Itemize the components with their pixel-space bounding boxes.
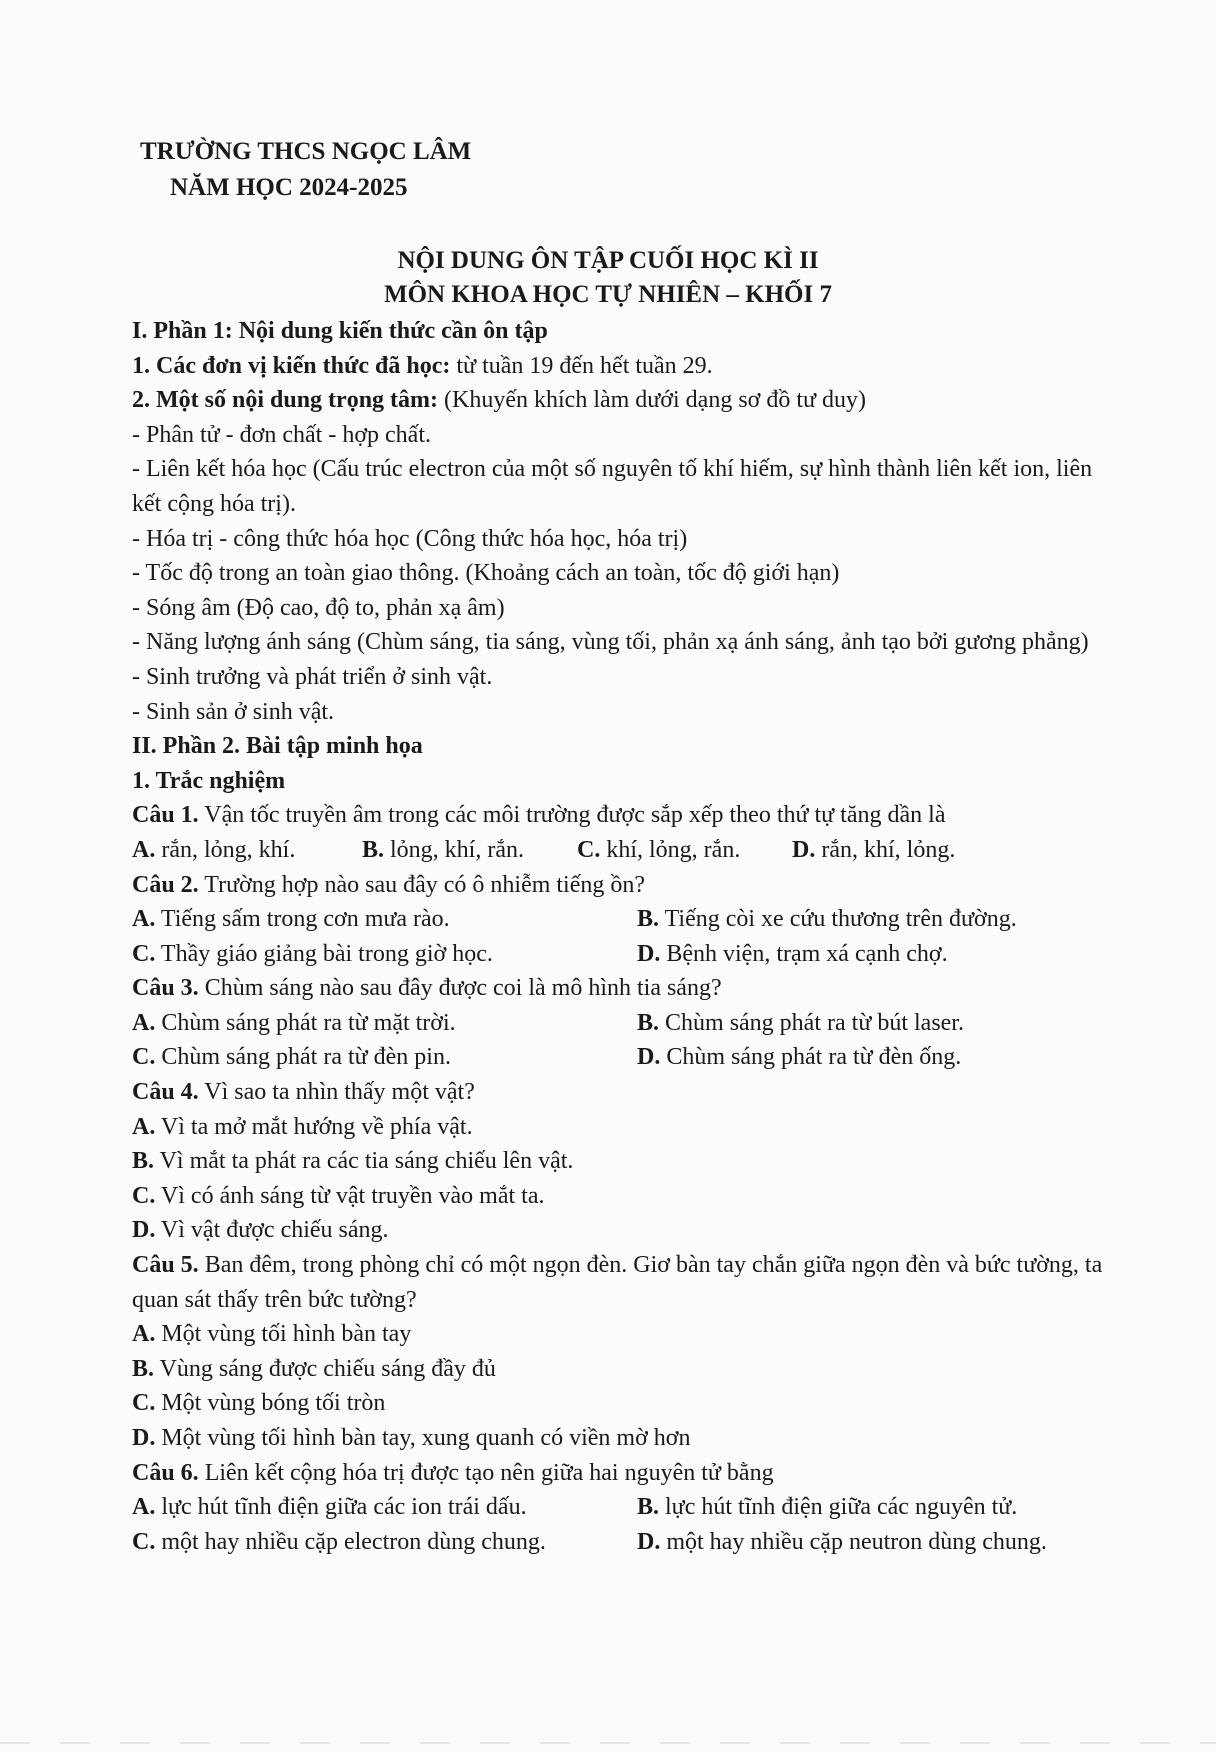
topic-item: - Năng lượng ánh sáng (Chùm sáng, tia sáng, vùng tối, phản xạ ánh sáng, ảnh tạo bởi gương phẳng) — [132, 629, 1089, 656]
option-d: D. Bệnh viện, trạm xá cạnh chợ. — [637, 940, 948, 967]
option-c: C. khí, lỏng, rắn. — [577, 836, 741, 863]
doc-subtitle: MÔN KHOA HỌC TỰ NHIÊN – KHỐI 7 — [384, 281, 832, 308]
question-5: Câu 5. Ban đêm, trong phòng chỉ có một ngọn đèn. Giơ bàn tay chắn giữa ngọn đèn và bức tường, ta quan sát thấy trên bức tường? — [132, 1252, 1103, 1313]
option-c: C. Chùm sáng phát ra từ đèn pin. — [132, 1044, 451, 1071]
topic-item: - Tốc độ trong an toàn giao thông. (Khoảng cách an toàn, tốc độ giới hạn) — [132, 560, 840, 587]
option-c: C. Thầy giáo giảng bài trong giờ học. — [132, 940, 493, 967]
part1-heading: I. Phần 1: Nội dung kiến thức cần ôn tập — [132, 318, 548, 344]
option-d: D. một hay nhiều cặp neutron dùng chung. — [637, 1528, 1047, 1555]
option-a: A. Tiếng sấm trong cơn mưa rào. — [132, 906, 450, 933]
option-b: B. Chùm sáng phát ra từ bút laser. — [637, 1009, 964, 1036]
option-a: A. Vì ta mở mắt hướng về phía vật. — [132, 1113, 473, 1140]
doc-body — [132, 314, 1122, 1559]
option-d: D. Chùm sáng phát ra từ đèn ống. — [637, 1044, 962, 1071]
option-b: B. Tiếng còi xe cứu thương trên đường. — [637, 906, 1017, 933]
question-6: Câu 6. Liên kết cộng hóa trị được tạo nên giữa hai nguyên tử bằng — [132, 1459, 774, 1486]
question-2: Câu 2. Trường hợp nào sau đây có ô nhiễm tiếng ồn? — [132, 871, 646, 898]
option-b: B. Vùng sáng được chiếu sáng đầy đủ — [132, 1355, 496, 1382]
topic-item: - Liên kết hóa học (Cấu trúc electron của một số nguyên tố khí hiếm, sự hình thành liên kết ion, liên kết cộng hóa trị). — [132, 456, 1093, 517]
topic-item: - Hóa trị - công thức hóa học (Công thức hóa học, hóa trị) — [132, 525, 688, 552]
option-a: A. Chùm sáng phát ra từ mặt trời. — [132, 1009, 456, 1036]
option-a: A. lực hút tĩnh điện giữa các ion trái dấu. — [132, 1494, 527, 1521]
question-2-options-row2 — [132, 937, 1122, 972]
option-b: B. lỏng, khí, rắn. — [362, 836, 524, 863]
part1-item1: 1. Các đơn vị kiến thức đã học: từ tuần 19 đến hết tuần 29. — [132, 352, 713, 379]
question-4: Câu 4. Vì sao ta nhìn thấy một vật? — [132, 1079, 475, 1106]
scan-edge-artifact — [0, 1742, 1216, 1744]
question-1-options — [132, 833, 1122, 868]
question-6-options-row1 — [132, 1490, 1122, 1525]
topic-item: - Sóng âm (Độ cao, độ to, phản xạ âm) — [132, 594, 505, 621]
question-1: Câu 1. Vận tốc truyền âm trong các môi trường được sắp xếp theo thứ tự tăng dần là — [132, 802, 946, 829]
topic-item: - Phân tử - đơn chất - hợp chất. — [132, 421, 431, 448]
part2-heading: II. Phần 2. Bài tập minh họa — [132, 733, 423, 760]
doc-title: NỘI DUNG ÔN TẬP CUỐI HỌC KÌ II — [397, 247, 819, 274]
question-3-options-row2 — [132, 1040, 1122, 1075]
school-name: TRƯỜNG THCS NGỌC LÂM — [140, 138, 472, 165]
option-a: A. rắn, lỏng, khí. — [132, 836, 296, 863]
option-a: A. Một vùng tối hình bàn tay — [132, 1321, 412, 1348]
option-b: B. Vì mắt ta phát ra các tia sáng chiếu lên vật. — [132, 1148, 574, 1175]
topic-item: - Sinh sản ở sinh vật. — [132, 698, 335, 725]
part2-subheading: 1. Trắc nghiệm — [132, 767, 286, 794]
option-d: D. Vì vật được chiếu sáng. — [132, 1217, 389, 1244]
topic-item: - Sinh trưởng và phát triển ở sinh vật. — [132, 663, 493, 690]
option-c: C. Vì có ánh sáng từ vật truyền vào mắt ta. — [132, 1182, 545, 1209]
question-3: Câu 3. Chùm sáng nào sau đây được coi là mô hình tia sáng? — [132, 975, 722, 1002]
option-c: C. Một vùng bóng tối tròn — [132, 1390, 386, 1417]
question-2-options-row1 — [132, 902, 1122, 937]
question-3-options-row1 — [132, 1006, 1122, 1041]
option-d: D. Một vùng tối hình bàn tay, xung quanh có viền mờ hơn — [132, 1425, 691, 1451]
question-6-options-row2 — [132, 1525, 1122, 1560]
school-year: NĂM HỌC 2024-2025 — [170, 174, 408, 201]
option-d: D. rắn, khí, lỏng. — [792, 836, 956, 863]
option-c: C. một hay nhiều cặp electron dùng chung. — [132, 1528, 546, 1555]
option-b: B. lực hút tĩnh điện giữa các nguyên tử. — [637, 1494, 1018, 1521]
part1-item2: 2. Một số nội dung trọng tâm: (Khuyến khích làm dưới dạng sơ đồ tư duy) — [132, 387, 867, 414]
